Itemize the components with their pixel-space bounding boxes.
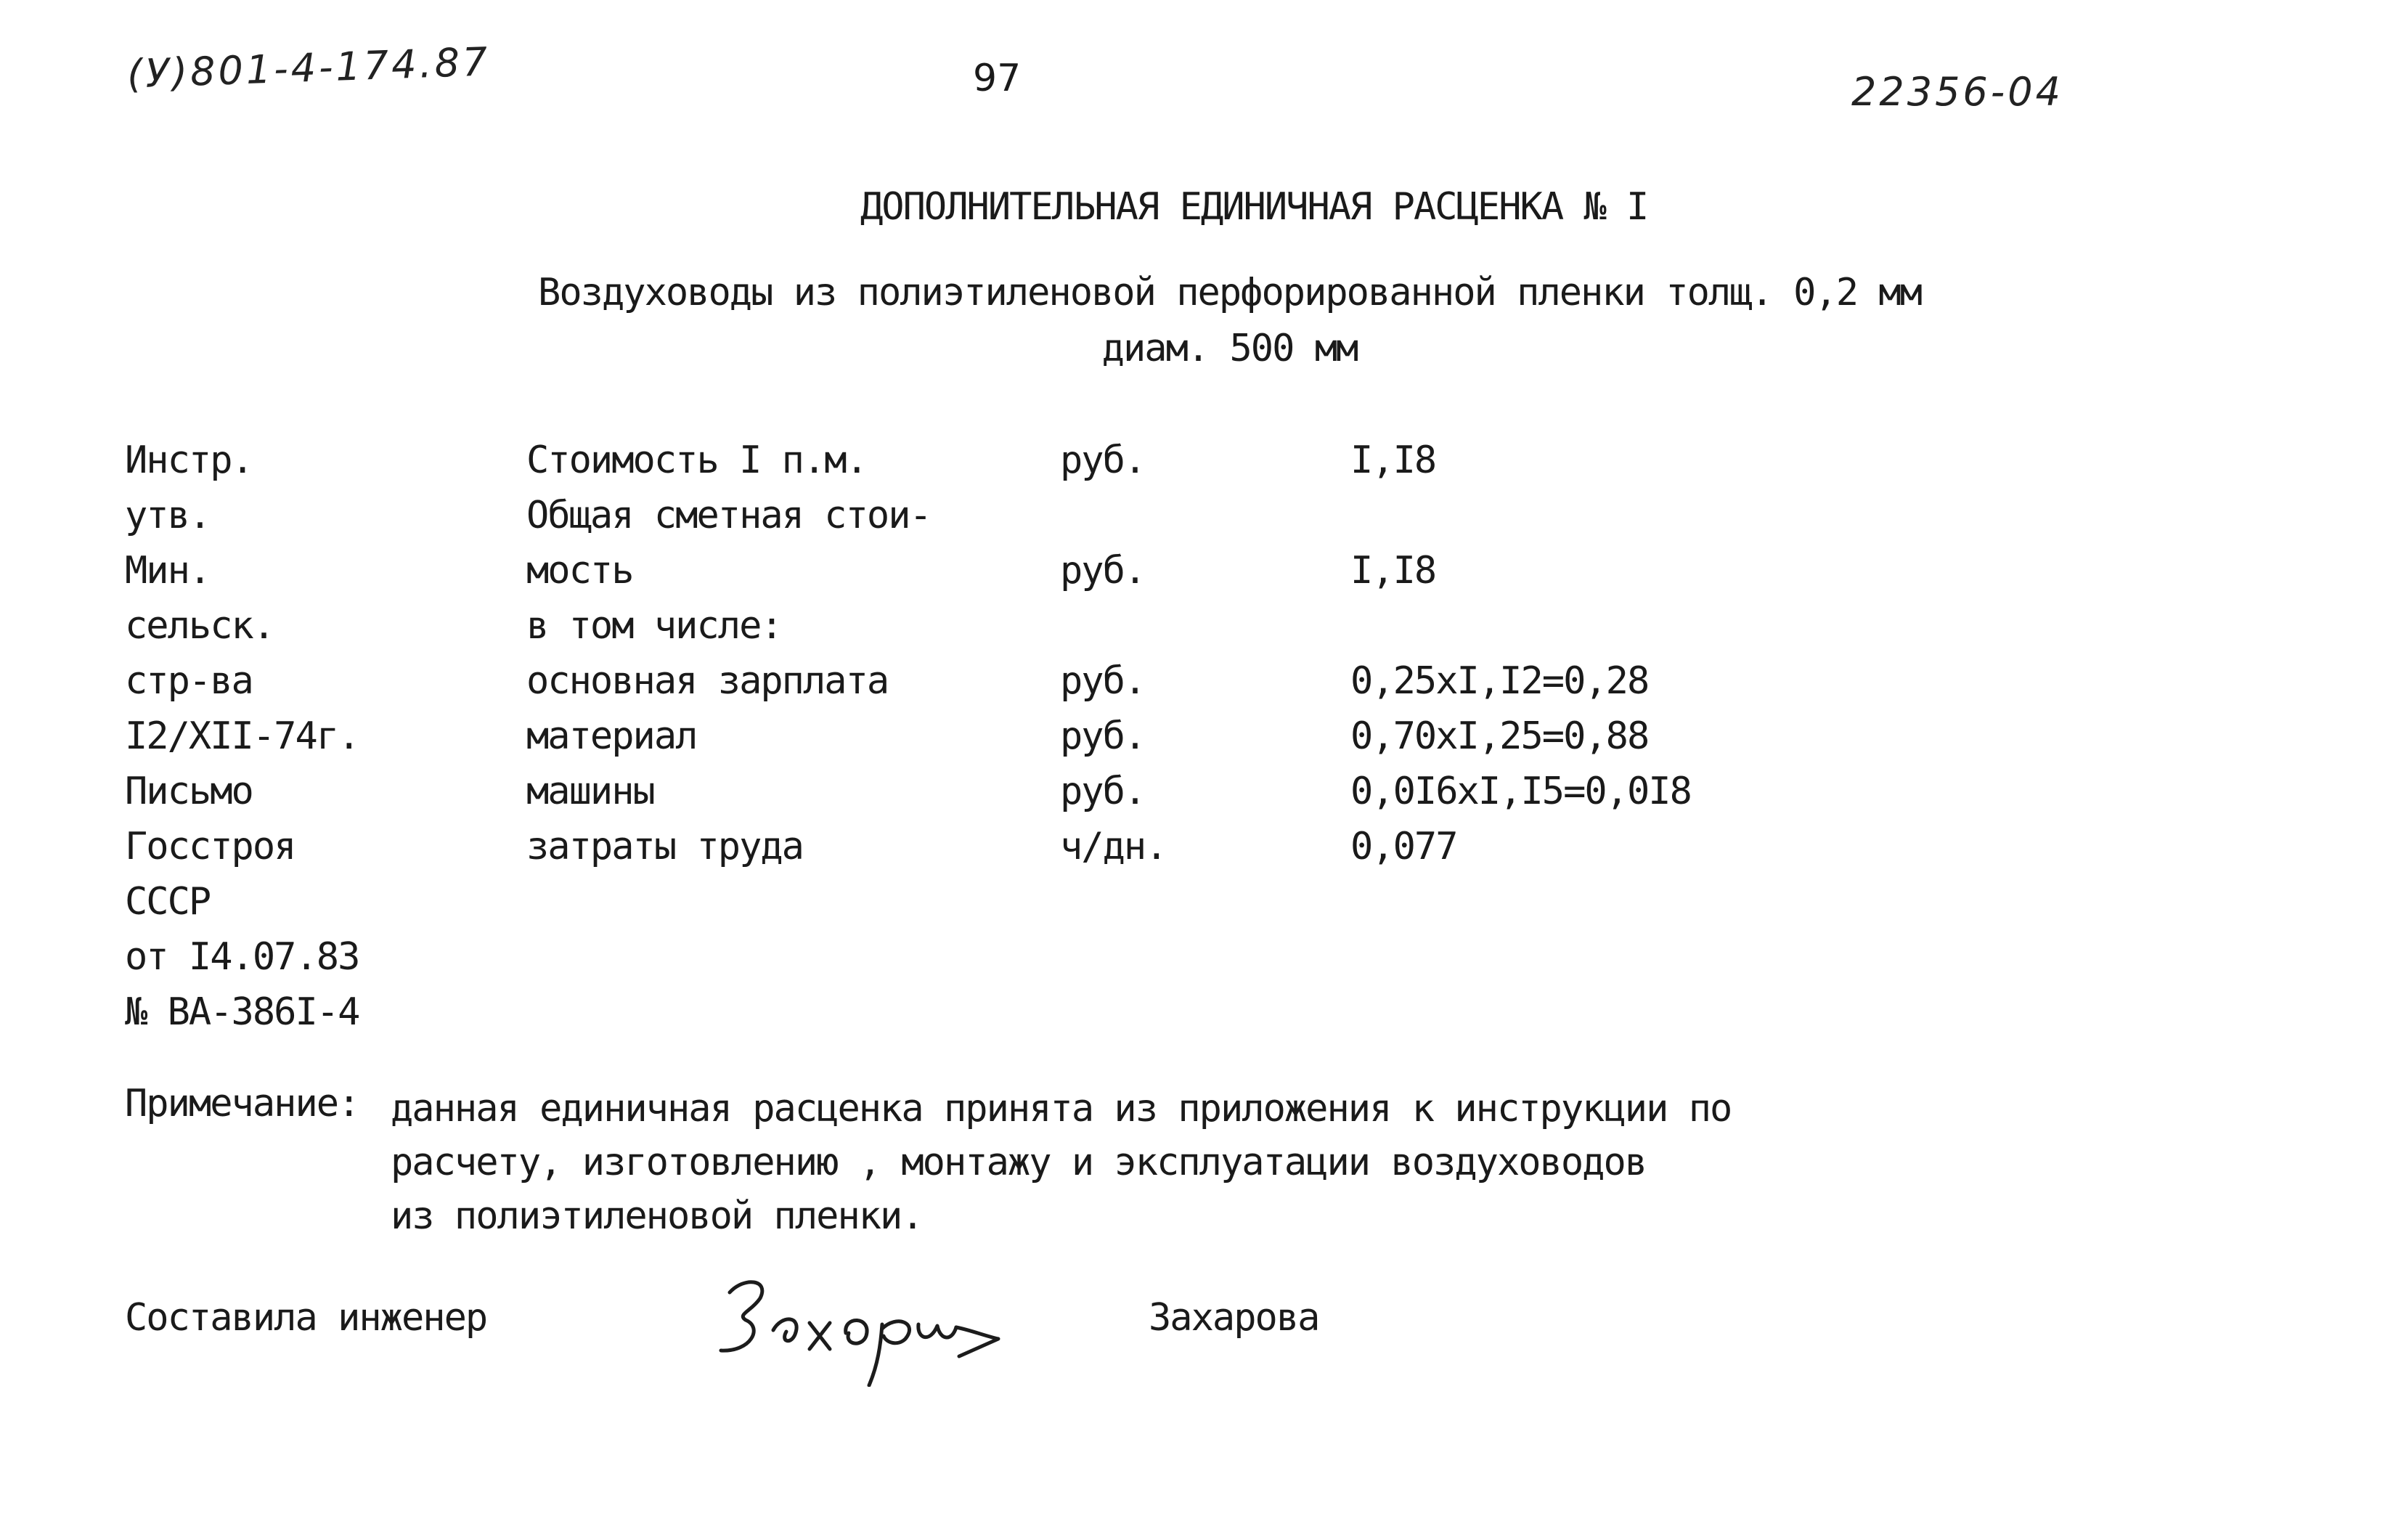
cost-item: Общая сметная стои- [526,494,931,537]
handwritten-signature [701,1263,1006,1390]
cost-unit: руб. [1060,549,1146,592]
approval-line: утв. [125,494,211,537]
cost-item: Стоимость I п.м. [526,439,867,482]
subtitle-line-1: Воздуховоды из полиэтиленовой перфорированной пленки толщ. 0,2 мм [538,271,1921,314]
cost-unit-column [1060,433,1167,874]
cost-value: 0,25xI,I2=0,28 [1350,659,1649,703]
note-text [391,1082,1731,1243]
note-line: из полиэтиленовой пленки. [391,1194,923,1238]
cost-value: I,I8 [1350,549,1436,592]
signer-name: Захарова [1149,1296,1319,1340]
cost-value: 0,077 [1350,825,1457,868]
approval-reference-column [125,433,359,1040]
approval-line: СССР [125,880,211,924]
signature-scribble [701,1263,1006,1387]
page-number: 97 [973,57,1022,100]
approval-line: № ВА-386I-4 [125,990,359,1034]
cost-unit: руб. [1060,770,1146,813]
approval-line: сельск. [125,604,274,648]
cost-value: I,I8 [1350,439,1436,482]
note-line: данная единичная расценка принята из приложения к инструкции по [391,1087,1732,1130]
cost-item: основная зарплата [526,659,889,703]
signature-label: Составила инженер [125,1296,487,1340]
cost-item: мость [526,549,633,592]
cost-value: 0,70xI,25=0,88 [1350,714,1649,758]
cost-item: материал [526,714,697,758]
cost-value-column [1350,433,1691,874]
cost-unit: ч/дн. [1060,825,1167,868]
approval-line: стр-ва [125,659,253,703]
approval-line: I2/XII-74г. [125,714,359,758]
inventory-number: 22356-04 [1851,69,2063,115]
document-code: (У)801-4-174.87 [126,38,492,97]
cost-item: затраты труда [526,825,803,868]
note-line: расчету, изготовлению , монтажу и эксплуатации воздуховодов [391,1141,1647,1184]
cost-value [1350,598,1691,653]
approval-line: Госстроя [125,825,295,868]
cost-value [1350,488,1691,543]
approval-line: от I4.07.83 [125,935,359,979]
note-label: Примечание: [125,1082,359,1125]
cost-value: 0,0I6xI,I5=0,0I8 [1350,770,1691,813]
document-heading: ДОПОЛНИТЕЛЬНАЯ ЕДИНИЧНАЯ РАСЦЕНКА № I [860,185,1648,229]
cost-unit: руб. [1060,659,1146,703]
cost-unit: руб. [1060,714,1146,758]
cost-item: в том числе: [526,604,782,648]
subtitle-line-2: диам. 500 мм [1101,327,1358,370]
cost-unit [1060,598,1167,653]
cost-item-column [526,433,931,874]
cost-item: машины [526,770,654,813]
cost-unit [1060,488,1167,543]
approval-line: Мин. [125,549,211,592]
approval-line: Письмо [125,770,253,813]
approval-line: Инстр. [125,439,253,482]
cost-unit: руб. [1060,439,1146,482]
